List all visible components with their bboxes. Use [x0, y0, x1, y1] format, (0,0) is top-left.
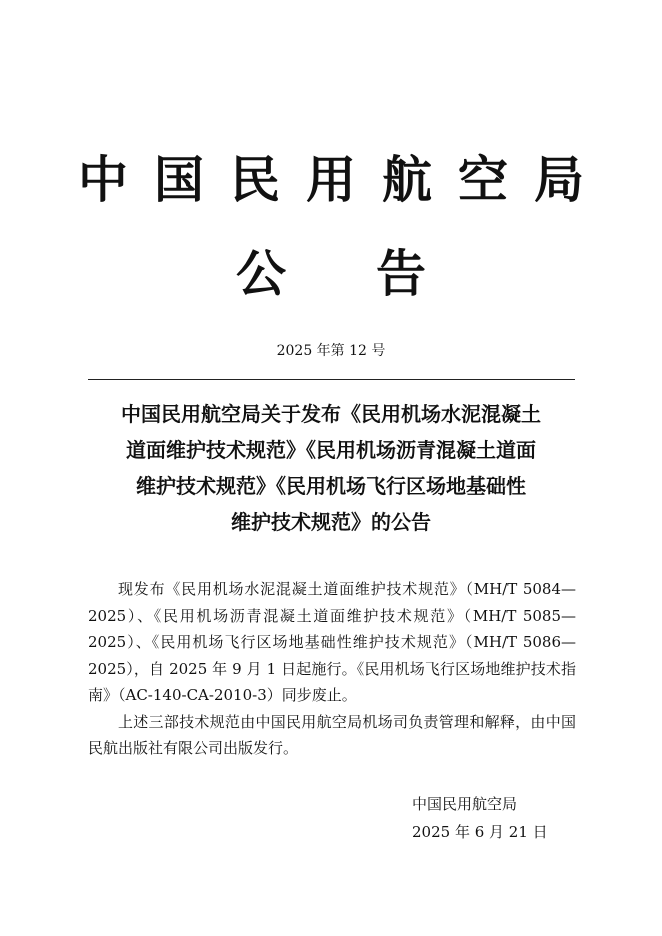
signature-block	[412, 790, 548, 846]
title-line-3: 维护技术规范》《民用机场飞行区场地基础性	[136, 474, 526, 498]
bulletin-char-1: 公	[236, 244, 286, 303]
bulletin-char-2: 告	[376, 244, 426, 303]
title-line-1: 中国民用航空局关于发布《民用机场水泥混凝土	[121, 402, 541, 426]
body-paragraph-1: 现发布《民用机场水泥混凝土道面维护技术规范》（MH/T 5084—2025）、《民用机场沥青混凝土道面维护技术规范》（MH/T 5085—2025）、《民用机场飞行区场地基础性维护技术规范》（MH/T 5086—2025），自 2025 年 9 月 1 日起施行。《民用机场飞行区场地维护技术指南》（AC-140-CA-2010-3）同步废止。	[88, 580, 576, 704]
signature-issuer: 中国民用航空局	[412, 795, 518, 813]
title-line-2: 道面维护技术规范》《民用机场沥青混凝土道面	[126, 438, 536, 462]
header-divider	[88, 379, 575, 380]
title-line-4: 维护技术规范》的公告	[231, 510, 431, 534]
signature-date: 2025 年 6 月 21 日	[412, 823, 548, 841]
body-paragraph-2: 上述三部技术规范由中国民用航空局机场司负责管理和解释，由中国民航出版社有限公司出版发行。	[88, 712, 576, 757]
announcement-body	[88, 576, 576, 762]
announcement-title	[80, 396, 582, 540]
document-number: 2025 年第 12 号	[276, 343, 386, 359]
agency-name: 中国民用航空局	[78, 150, 610, 209]
bulletin-heading	[0, 242, 662, 306]
